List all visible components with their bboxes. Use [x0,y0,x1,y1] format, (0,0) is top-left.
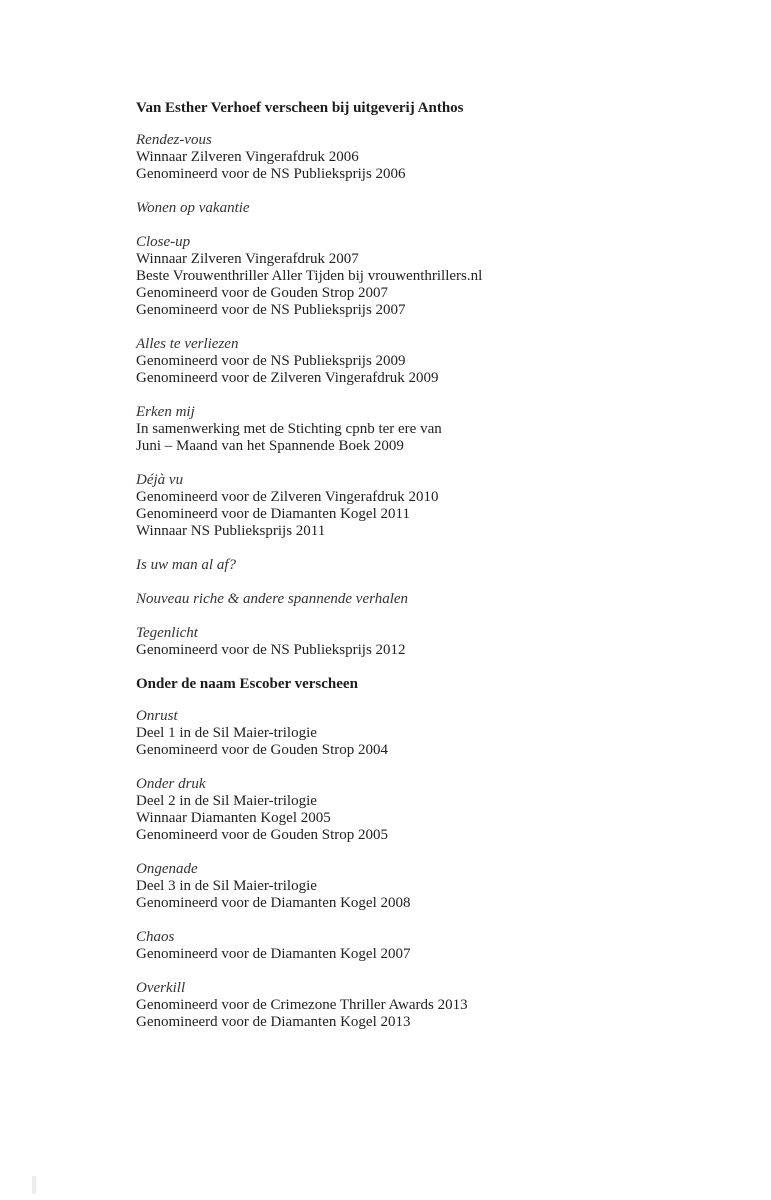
book-title: Erken mij [136,404,195,420]
book-entry [136,132,696,183]
book-entry [136,929,696,963]
book-note: In samenwerking met de Stichting cpnb ter ere van [136,421,442,437]
book-note: Deel 3 in de Sil Maier-trilogie [136,878,317,894]
book-entry [136,708,696,759]
book-note: Deel 2 in de Sil Maier-trilogie [136,793,317,809]
book-title: Overkill [136,980,186,996]
book-title: Onrust [136,708,178,724]
book-title: Onder druk [136,776,206,792]
book-title: Ongenade [136,861,198,877]
book-entry [136,234,696,319]
page-edge-mark [32,1176,36,1194]
book-note: Genomineerd voor de Diamanten Kogel 2013 [136,1014,411,1030]
book-note: Beste Vrouwenthriller Aller Tijden bij vrouwenthrillers.nl [136,268,483,284]
book-note: Genomineerd voor de NS Publieksprijs 2009 [136,353,406,369]
section-heading-anthos: Van Esther Verhoef verscheen bij uitgeverij Anthos [136,100,464,116]
book-note: Genomineerd voor de NS Publieksprijs 2006 [136,166,406,182]
book-note: Genomineerd voor de Zilveren Vingerafdruk 2010 [136,489,439,505]
book-note: Genomineerd voor de Gouden Strop 2005 [136,827,389,843]
book-title: Nouveau riche & andere spannende verhalen [136,591,409,607]
bibliography [136,100,696,1048]
book-note: Winnaar Zilveren Vingerafdruk 2006 [136,149,359,165]
book-note: Genomineerd voor de Crimezone Thriller Awards 2013 [136,997,468,1013]
book-entry [136,200,696,217]
book-title: Wonen op vakantie [136,200,250,216]
book-title: Close-up [136,234,191,250]
book-entry [136,776,696,844]
book-entry [136,557,696,574]
book-title: Chaos [136,929,175,945]
book-entry [136,861,696,912]
book-note: Winnaar NS Publieksprijs 2011 [136,523,326,539]
book-entry [136,404,696,455]
book-note: Genomineerd voor de NS Publieksprijs 2007 [136,302,406,318]
book-note: Genomineerd voor de Gouden Strop 2004 [136,742,389,758]
book-note: Genomineerd voor de NS Publieksprijs 2012 [136,642,406,658]
book-title: Alles te verliezen [136,336,239,352]
book-entry [136,980,696,1031]
section-heading-escober: Onder de naam Escober verscheen [136,676,358,692]
book-note: Genomineerd voor de Zilveren Vingerafdruk 2009 [136,370,439,386]
book-note: Juni – Maand van het Spannende Boek 2009 [136,438,404,454]
book-entry [136,625,696,659]
book-note: Genomineerd voor de Diamanten Kogel 2008 [136,895,411,911]
book-note: Genomineerd voor de Diamanten Kogel 2007 [136,946,411,962]
book-entry [136,591,696,608]
book-note: Winnaar Zilveren Vingerafdruk 2007 [136,251,359,267]
book-note: Winnaar Diamanten Kogel 2005 [136,810,331,826]
book-note: Genomineerd voor de Gouden Strop 2007 [136,285,389,301]
book-title: Is uw man al af? [136,557,237,573]
book-title: Rendez-vous [136,132,212,148]
book-title: Déjà vu [136,472,184,488]
book-entry [136,336,696,387]
book-title: Tegenlicht [136,625,198,641]
book-note: Deel 1 in de Sil Maier-trilogie [136,725,317,741]
book-entry [136,472,696,540]
book-note: Genomineerd voor de Diamanten Kogel 2011 [136,506,410,522]
